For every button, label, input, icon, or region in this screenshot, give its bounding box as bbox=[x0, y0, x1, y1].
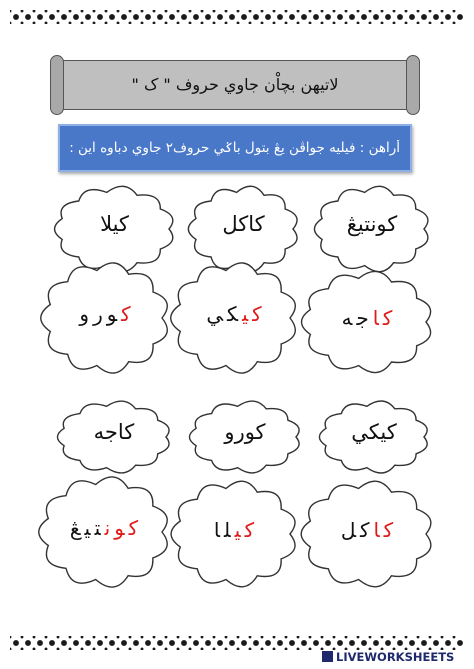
letter: ا bbox=[213, 518, 220, 542]
word-cloud-6 bbox=[54, 398, 174, 476]
word-cloud-1 bbox=[312, 184, 432, 274]
letter: ر bbox=[93, 302, 103, 326]
letter: ت bbox=[94, 516, 101, 540]
word-cloud-5 bbox=[186, 398, 304, 476]
word-1: كونتيڠ bbox=[346, 212, 398, 236]
decorative-border-bottom bbox=[10, 636, 464, 650]
logo-text: LIVEWORKSHEETS bbox=[336, 650, 455, 664]
liveworksheets-logo bbox=[322, 650, 454, 666]
liveworksheets-mark-icon bbox=[322, 651, 333, 662]
letter: و bbox=[106, 302, 118, 326]
letter: ك bbox=[128, 516, 139, 540]
letter: ك bbox=[360, 518, 370, 542]
letter: ل bbox=[340, 518, 356, 542]
word-4: كيكي bbox=[351, 420, 397, 444]
letter: ي bbox=[234, 518, 241, 542]
letter: ك bbox=[382, 306, 393, 330]
letter: ي bbox=[206, 302, 224, 326]
letter: ن bbox=[104, 516, 111, 540]
letters-6 bbox=[38, 516, 170, 540]
letters-5 bbox=[170, 518, 298, 542]
page-title: لاتيهن بچاْن جاوي حروف " ک " bbox=[131, 75, 339, 94]
letter: و bbox=[114, 516, 125, 540]
letters-2 bbox=[170, 302, 298, 326]
answer-cloud-3[interactable] bbox=[40, 262, 170, 374]
letter: ا bbox=[373, 518, 380, 542]
letters-4 bbox=[300, 518, 434, 542]
letters-1 bbox=[300, 306, 434, 330]
word-3: كيلا bbox=[100, 212, 129, 236]
letter: ا bbox=[372, 306, 379, 330]
letter: ك bbox=[383, 518, 394, 542]
letter: و bbox=[79, 302, 90, 326]
answer-cloud-5[interactable] bbox=[170, 480, 298, 588]
word-6: كاجه bbox=[93, 420, 135, 444]
answer-cloud-2[interactable] bbox=[170, 262, 298, 374]
letter: ي bbox=[84, 516, 91, 540]
letter: ك bbox=[252, 302, 262, 326]
letter: ي bbox=[242, 302, 249, 326]
letter: ك bbox=[244, 518, 255, 542]
answer-cloud-1[interactable] bbox=[300, 270, 434, 374]
letter: ك bbox=[227, 302, 239, 326]
letter: ج bbox=[356, 306, 369, 330]
answer-cloud-4[interactable] bbox=[300, 480, 434, 588]
answer-cloud-6[interactable] bbox=[38, 476, 170, 588]
decorative-border-top bbox=[10, 10, 464, 24]
word-5: كورو bbox=[224, 420, 266, 444]
title-scroll bbox=[58, 60, 412, 110]
letters-3 bbox=[40, 302, 170, 326]
word-2: كاكل bbox=[222, 212, 265, 236]
letter: ڠ bbox=[69, 516, 81, 540]
letter: ك bbox=[121, 302, 131, 326]
instruction-banner bbox=[58, 124, 412, 172]
word-cloud-4 bbox=[316, 398, 432, 476]
word-cloud-3 bbox=[52, 184, 177, 274]
letter: ل bbox=[223, 518, 231, 542]
word-cloud-2 bbox=[186, 184, 301, 274]
letter: ه bbox=[341, 306, 353, 330]
instruction-text: أراهن : فيليه جواڤن يڠ بتول باݢي حروف٢ جاوي دباوه اين : bbox=[69, 140, 400, 156]
